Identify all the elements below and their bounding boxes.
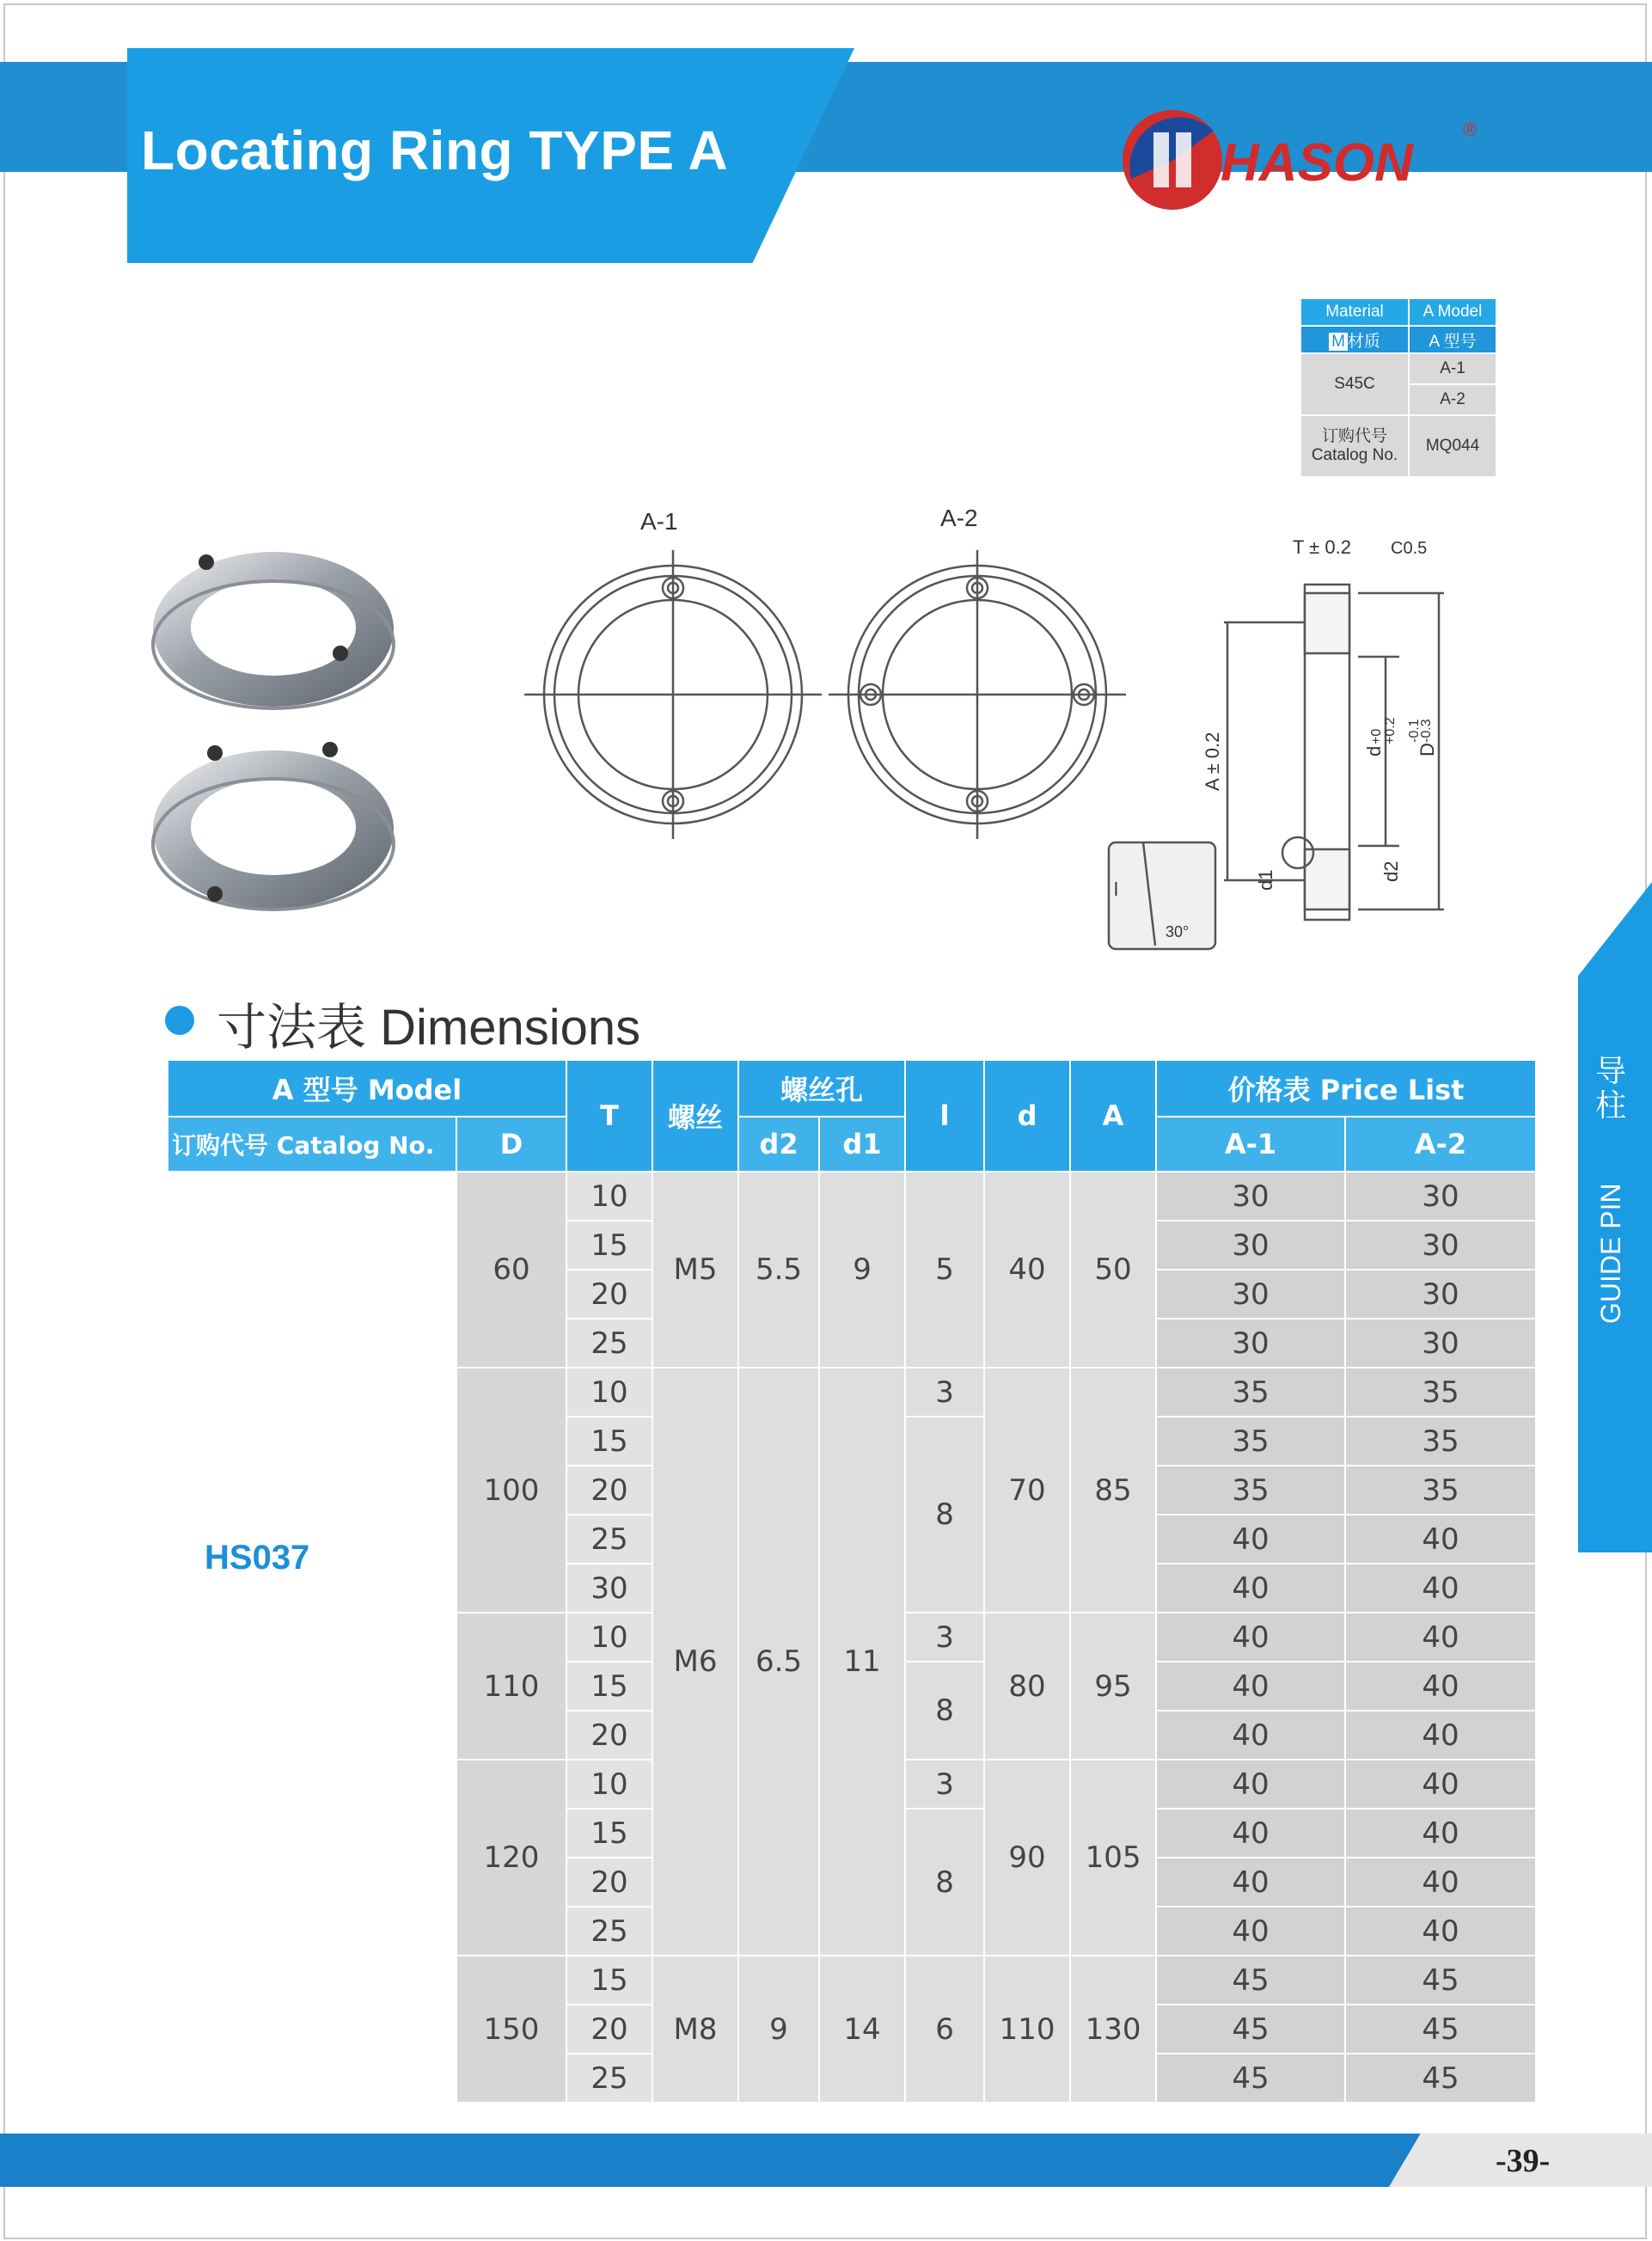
dim-l: l (1114, 879, 1118, 900)
dim-D-tol-bottom: -0.3 (1419, 719, 1434, 743)
drawing-a2 (829, 505, 1126, 839)
model-a2: A-2 (1409, 384, 1496, 415)
cell-d1: 9 (819, 1172, 905, 1368)
chamfer-label: C0.5 (1391, 539, 1428, 558)
catalog-label: 订购代号 Catalog No. (1300, 415, 1409, 477)
cell-T: 15 (566, 1662, 652, 1711)
cell-price-a2: 40 (1345, 1662, 1536, 1711)
cell-T: 25 (566, 1907, 652, 1956)
cell-T: 10 (566, 1613, 652, 1662)
cell-d1: 14 (819, 1956, 905, 2103)
cell-T: 25 (566, 1319, 652, 1368)
cell-T: 25 (566, 2054, 652, 2103)
header-hole: 螺丝孔 (738, 1060, 905, 1117)
cell-d: 110 (984, 1956, 1070, 2103)
dim-d1: d1 (1255, 869, 1276, 891)
registered-mark: ® (1463, 119, 1478, 140)
header-d2: d2 (738, 1117, 819, 1172)
cell-price-a2: 35 (1345, 1368, 1536, 1417)
dim-D-tol-top: -0.1 (1407, 719, 1422, 743)
cell-price-a2: 40 (1345, 1515, 1536, 1564)
header-d: d (984, 1060, 1070, 1172)
technical-drawings (0, 499, 1652, 963)
cell-price-a1: 35 (1156, 1368, 1345, 1417)
cell-price-a1: 40 (1156, 1907, 1345, 1956)
cell-thread: M6 (652, 1368, 738, 1956)
cell-T: 20 (566, 1270, 652, 1319)
dimensions-bullet (165, 1006, 194, 1035)
drawing-a1 (524, 508, 822, 839)
angle-label: 30° (1166, 923, 1190, 940)
catalog-cell (168, 1172, 456, 2103)
cell-price-a2: 35 (1345, 1466, 1536, 1515)
material-header-cn: M 材质 (1300, 326, 1409, 353)
cell-price-a1: 40 (1156, 1613, 1345, 1662)
ring-photo-a1 (153, 552, 394, 708)
catalog-number: HS037 (205, 1539, 310, 1577)
header-price: 价格表 Price List (1156, 1060, 1536, 1117)
cell-price-a2: 40 (1345, 1907, 1536, 1956)
cell-price-a1: 45 (1156, 1956, 1345, 2005)
cell-l: 8 (905, 1809, 984, 1956)
cell-T: 15 (566, 1956, 652, 2005)
header-catalog: 订购代号 Catalog No. (168, 1117, 456, 1172)
cell-T: 20 (566, 2005, 652, 2054)
cell-d1: 11 (819, 1368, 905, 1956)
model-header-en: A Model (1409, 298, 1496, 326)
cell-T: 20 (566, 1858, 652, 1907)
table-row (168, 1172, 1536, 1221)
material-table (1300, 297, 1497, 478)
cell-price-a1: 45 (1156, 2054, 1345, 2103)
dimensions-title: 寸法表 Dimensions (217, 1000, 641, 1056)
cell-price-a1: 30 (1156, 1270, 1345, 1319)
cell-T: 15 (566, 1221, 652, 1270)
cell-price-a1: 30 (1156, 1319, 1345, 1368)
cell-l: 3 (905, 1760, 984, 1809)
cell-price-a2: 40 (1345, 1809, 1536, 1858)
header-a1: A-1 (1156, 1117, 1345, 1172)
cell-price-a2: 40 (1345, 1760, 1536, 1809)
cell-thread: M8 (652, 1956, 738, 2103)
ring-photo-a2 (153, 742, 394, 909)
page-title: Locating Ring TYPE A (141, 119, 729, 181)
cell-price-a1: 35 (1156, 1466, 1345, 1515)
cell-d: 80 (984, 1613, 1070, 1760)
catalog-value: MQ044 (1409, 415, 1496, 477)
cell-d: 70 (984, 1368, 1070, 1613)
dimensions-table (167, 1059, 1537, 2103)
dim-D: D (1416, 743, 1438, 756)
header-thread: 螺丝 (652, 1060, 738, 1172)
cell-price-a2: 30 (1345, 1319, 1536, 1368)
cell-price-a2: 45 (1345, 2054, 1536, 2103)
cell-price-a2: 35 (1345, 1417, 1536, 1466)
cell-price-a1: 40 (1156, 1809, 1345, 1858)
cell-A: 50 (1070, 1172, 1156, 1368)
header-D: D (456, 1117, 566, 1172)
cell-price-a1: 35 (1156, 1417, 1345, 1466)
cell-price-a1: 40 (1156, 1711, 1345, 1760)
cell-D: 110 (456, 1613, 566, 1760)
header-d1: d1 (819, 1117, 905, 1172)
tolerance-t: T ± 0.2 (1293, 536, 1351, 558)
cell-price-a2: 45 (1345, 1956, 1536, 2005)
cell-D: 150 (456, 1956, 566, 2103)
cell-price-a2: 30 (1345, 1172, 1536, 1221)
cell-T: 10 (566, 1760, 652, 1809)
dim-d2: d2 (1380, 860, 1402, 882)
header-T: T (566, 1060, 652, 1172)
cell-l: 8 (905, 1662, 984, 1760)
cell-d: 90 (984, 1760, 1070, 1956)
cell-price-a1: 40 (1156, 1662, 1345, 1711)
dim-d-tol-top: +0 (1369, 728, 1384, 744)
side-tab-cn: 导柱 (1594, 1053, 1626, 1123)
material-header-en: Material (1300, 298, 1409, 326)
cell-d2: 9 (738, 1956, 819, 2103)
dim-d-tol-bottom: +0.2 (1383, 717, 1398, 744)
cell-d2: 6.5 (738, 1368, 819, 1956)
cell-T: 10 (566, 1368, 652, 1417)
cell-l: 3 (905, 1368, 984, 1417)
cell-T: 20 (566, 1711, 652, 1760)
cell-l: 6 (905, 1956, 984, 2103)
header-model: A 型号 Model (168, 1060, 566, 1117)
dim-a: A ± 0.2 (1202, 732, 1223, 791)
cell-price-a2: 40 (1345, 1711, 1536, 1760)
header-A: A (1070, 1060, 1156, 1172)
cell-A: 95 (1070, 1613, 1156, 1760)
cell-price-a2: 30 (1345, 1270, 1536, 1319)
cell-l: 3 (905, 1613, 984, 1662)
label-a1: A-1 (640, 508, 678, 535)
cell-price-a1: 45 (1156, 2005, 1345, 2054)
cell-price-a2: 40 (1345, 1858, 1536, 1907)
cell-A: 130 (1070, 1956, 1156, 2103)
cell-T: 25 (566, 1515, 652, 1564)
cell-T: 30 (566, 1564, 652, 1613)
cell-price-a1: 30 (1156, 1172, 1345, 1221)
cell-l: 5 (905, 1172, 984, 1368)
dim-d: d (1363, 745, 1385, 756)
cell-price-a2: 40 (1345, 1613, 1536, 1662)
cell-d: 40 (984, 1172, 1070, 1368)
cell-l: 8 (905, 1417, 984, 1613)
cell-price-a1: 40 (1156, 1858, 1345, 1907)
cell-d2: 5.5 (738, 1172, 819, 1368)
material-value: S45C (1300, 353, 1409, 415)
cell-price-a2: 40 (1345, 1564, 1536, 1613)
header-a2: A-2 (1345, 1117, 1536, 1172)
cell-D: 100 (456, 1368, 566, 1613)
cell-price-a1: 30 (1156, 1221, 1345, 1270)
model-header-cn: A 型号 (1409, 326, 1496, 353)
cell-T: 15 (566, 1417, 652, 1466)
cell-D: 60 (456, 1172, 566, 1368)
cell-D: 120 (456, 1760, 566, 1956)
cell-T: 15 (566, 1809, 652, 1858)
cell-price-a2: 30 (1345, 1221, 1536, 1270)
cell-thread: M5 (652, 1172, 738, 1368)
hason-logo (1114, 101, 1492, 218)
cell-A: 85 (1070, 1368, 1156, 1613)
page-number: -39- (1496, 2143, 1551, 2179)
cell-price-a1: 40 (1156, 1515, 1345, 1564)
label-a2: A-2 (940, 505, 978, 531)
header-l: l (905, 1060, 984, 1172)
cell-T: 10 (566, 1172, 652, 1221)
cell-price-a1: 40 (1156, 1564, 1345, 1613)
cell-T: 20 (566, 1466, 652, 1515)
logo-text: HASON (1221, 133, 1413, 193)
side-tab-en: GUIDE PIN (1595, 1183, 1626, 1324)
cell-price-a2: 45 (1345, 2005, 1536, 2054)
cell-price-a1: 40 (1156, 1760, 1345, 1809)
model-a1: A-1 (1409, 353, 1496, 384)
cell-A: 105 (1070, 1760, 1156, 1956)
